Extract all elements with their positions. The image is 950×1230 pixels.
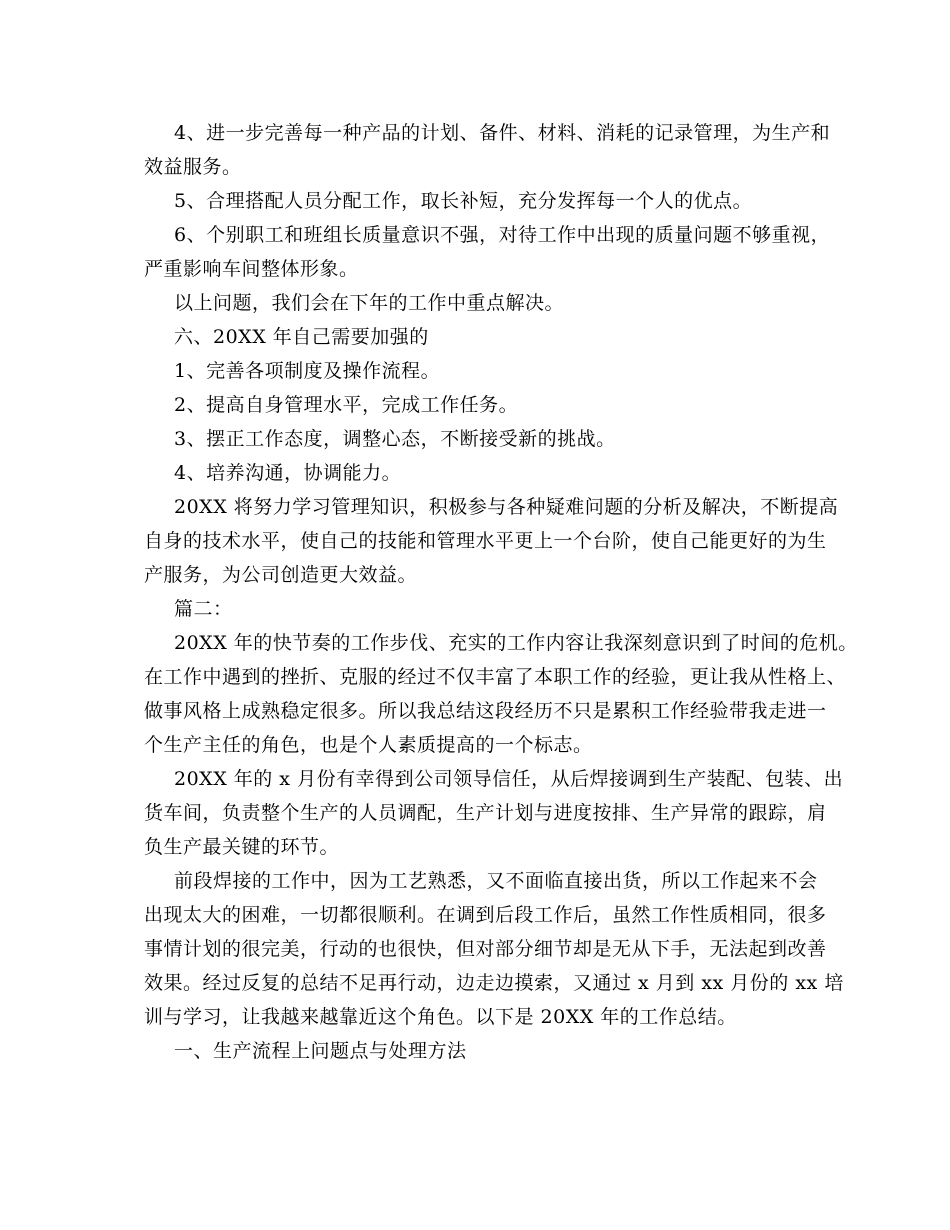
text-line: 3、摆正工作态度，调整心态，不断接受新的挑战。 xyxy=(174,428,616,450)
text-line: 事情计划的很完美，行动的也很快，但对部分细节却是无从下手，无法起到改善 xyxy=(144,938,827,960)
paragraph xyxy=(144,388,809,422)
text-line: 严重影响车间整体形象。 xyxy=(144,258,359,280)
paragraph xyxy=(144,354,809,388)
text-line: 做事风格上成熟稳定很多。所以我总结这段经历不只是累积工作经验带我走进一 xyxy=(144,700,827,722)
paragraph xyxy=(144,286,809,320)
text-line: 2、提高自身管理水平，完成工作任务。 xyxy=(174,394,519,416)
text-line: 6、个别职工和班组长质量意识不强，对待工作中出现的质量问题不够重视， xyxy=(174,224,831,246)
text-line: 20XX 将努力学习管理知识，积极参与各种疑难问题的分析及解决，不断提高 xyxy=(174,496,839,518)
text-line: 效益服务。 xyxy=(144,156,242,178)
text-line: 4、培养沟通，协调能力。 xyxy=(174,462,402,484)
paragraph xyxy=(144,626,858,762)
text-line: 个生产主任的角色，也是个人素质提高的一个标志。 xyxy=(144,734,593,756)
text-line: 六、20XX 年自己需要加强的 xyxy=(174,326,429,348)
paragraph xyxy=(144,490,839,592)
text-line: 1、完善各项制度及操作流程。 xyxy=(174,360,441,382)
text-line: 20XX 年的 x 月份有幸得到公司领导信任，从后焊接调到生产装配、包装、出 xyxy=(174,768,844,790)
text-line: 篇二： xyxy=(174,598,233,620)
paragraph xyxy=(144,592,809,626)
text-line: 训与学习，让我越来越靠近这个角色。以下是 20XX 年的工作总结。 xyxy=(144,1006,737,1028)
text-line: 自身的技术水平，使自己的技能和管理水平更上一个台阶，使自己能更好的为生 xyxy=(144,530,827,552)
text-line: 前段焊接的工作中，因为工艺熟悉，又不面临直接出货，所以工作起来不会 xyxy=(174,870,818,892)
text-line: 在工作中遇到的挫折、克服的经过不仅丰富了本职工作的经验，更让我从性格上、 xyxy=(144,666,847,688)
text-line: 负生产最关键的环节。 xyxy=(144,836,340,858)
text-line: 5、合理搭配人员分配工作，取长补短，充分发挥每一个人的优点。 xyxy=(174,190,753,212)
text-line: 20XX 年的快节奏的工作步伐、充实的工作内容让我深刻意识到了时间的危机。 xyxy=(174,632,858,654)
text-line: 货车间，负责整个生产的人员调配，生产计划与进度按排、生产异常的跟踪，肩 xyxy=(144,802,827,824)
paragraph xyxy=(144,762,844,864)
paragraph xyxy=(144,1034,809,1068)
text-line: 以上问题，我们会在下年的工作中重点解决。 xyxy=(174,292,565,314)
paragraph xyxy=(144,218,831,286)
text-line: 效果。经过反复的总结不足再行动，边走边摸索，又通过 x 月到 xx 月份的 xx 培 xyxy=(144,972,844,994)
text-line: 产服务，为公司创造更大效益。 xyxy=(144,564,418,586)
text-line: 4、进一步完善每一种产品的计划、备件、材料、消耗的记录管理，为生产和 xyxy=(174,122,831,144)
text-line: 出现太大的困难，一切都很顺利。在调到后段工作后，虽然工作性质相同，很多 xyxy=(144,904,827,926)
paragraph xyxy=(144,184,809,218)
paragraph xyxy=(144,456,809,490)
paragraph xyxy=(144,422,809,456)
text-line: 一、生产流程上问题点与处理方法 xyxy=(174,1040,467,1062)
paragraph xyxy=(144,320,809,354)
paragraph xyxy=(144,864,844,1034)
document-body xyxy=(144,116,858,1068)
paragraph xyxy=(144,116,831,184)
